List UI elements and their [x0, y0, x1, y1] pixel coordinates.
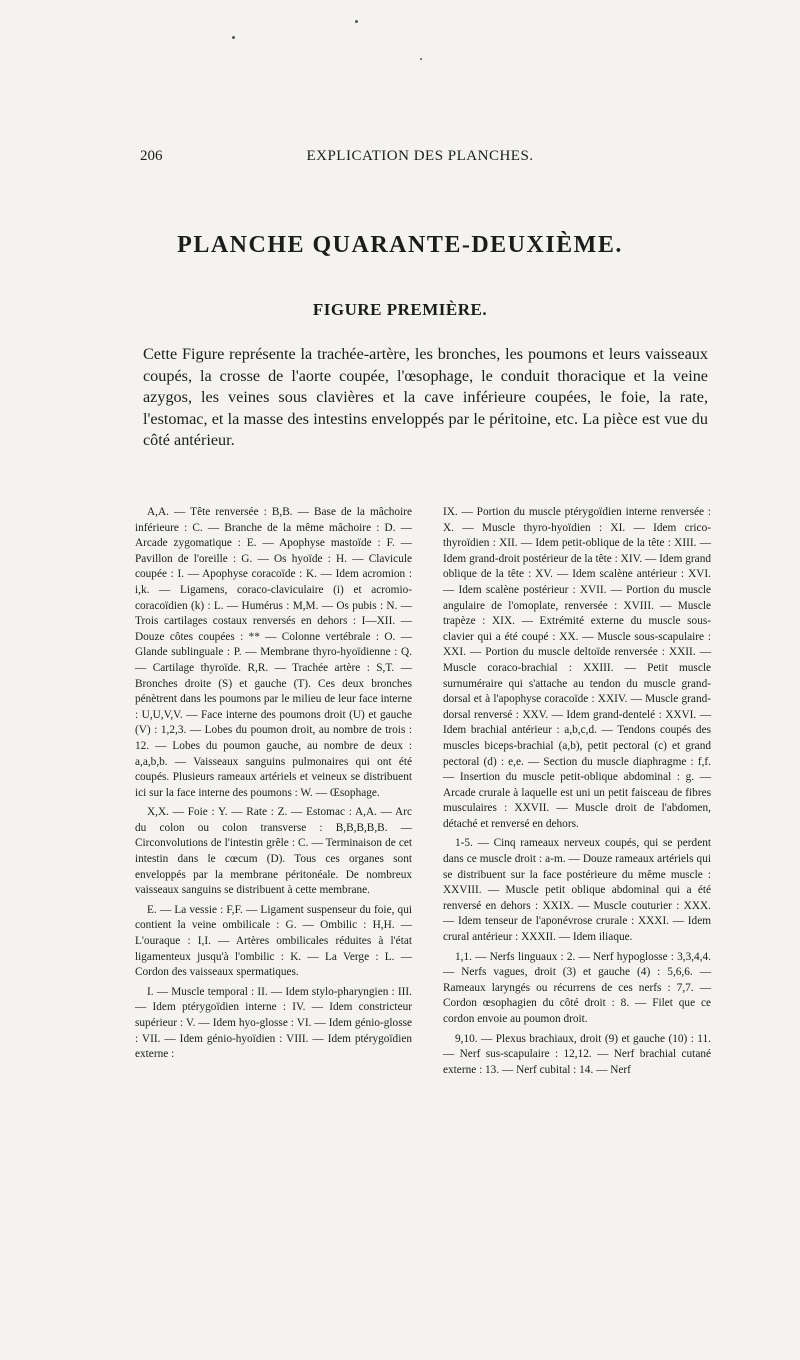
running-title: EXPLICATION DES PLANCHES. — [306, 148, 534, 164]
page-number: 206 — [140, 148, 163, 164]
intro-paragraph: Cette Figure représente la trachée-artère, les bronches, les poumons et leurs vaisseaux coupés, la crosse de l'aorte coupée, l'œsophage, le conduit thoracique et la veine azygos, les veines sous clavières et la cave inférieure coupées, le foie, la rate, l'estomac, et la masse des intestins enveloppés par le péritoine, etc. La pièce est vue du côté antérieur. — [143, 345, 708, 449]
right-paragraph-2: 1-5. — Cinq rameaux nerveux coupés, qui se perdent dans ce muscle droit : a-m. — Douze rameaux artériels qui se distribuent sur la face postérieure du même muscle : XXVIII. — Muscle petit oblique abdominal qui a été renversé en dehors : XXIX. — Muscle couturier : XXX. — Idem tenseur de l'aponévrose crurale : XXXI. — Idem crural antérieur : XXXII. — Idem iliaque. — [443, 837, 711, 944]
left-column — [135, 505, 412, 1067]
figure-title: FIGURE PREMIÈRE. — [312, 300, 488, 319]
paper-speck — [420, 58, 422, 60]
right-column — [443, 505, 711, 1082]
paper-speck — [232, 36, 235, 39]
right-paragraph-3: 1,1. — Nerfs linguaux : 2. — Nerf hypoglosse : 3,3,4,4. — Nerfs vagues, droit (3) et gauche (4) : 5,6,6. — Rameaux laryngés ou récurrens de ces nerfs : 7,7. — Cordon œsophagien du côté droit : 8. — Filet que ce cordon envoie au poumon droit. — [443, 950, 711, 1025]
running-head — [140, 148, 700, 170]
left-paragraph-2: X,X. — Foie : Y. — Rate : Z. — Estomac : A,A. — Arc du colon ou colon transverse : B,B,B,B,B. — Circonvolutions de l'intestin grêle : C. — Terminaison de cet intestin dans le cœcum (D). Tous ces organes sont enveloppés par la membrane péritonéale. De nombreux vaisseaux sanguins se distribuent à cette membrane. — [135, 806, 412, 897]
left-paragraph-3: E. — La vessie : F,F. — Ligament suspenseur du foie, qui contient la veine ombilicale : G. — Ombilic : H,H. — L'ouraque : I,I. — Artères ombilicales réduites à l'état ligamenteux jusqu'à l'ombilic : K. — La Verge : L. — Cordon des vaisseaux spermatiques. — [135, 903, 412, 979]
left-paragraph-4: I. — Muscle temporal : II. — Idem stylo-pharyngien : III. — Idem ptérygoïdien interne : IV. — Idem constricteur supérieur : V. — Idem hyo-glosse : VI. — Idem génio-glosse : VII. — Idem génio-hyoïdien : VIII. — Idem ptérygoïdien externe : — [135, 985, 412, 1061]
paper-speck — [355, 20, 358, 23]
right-paragraph-4: 9,10. — Plexus brachiaux, droit (9) et gauche (10) : 11. — Nerf sus-scapulaire : 12,12. — Nerf brachial cutané externe : 13. — Nerf cubital : 14. — Nerf — [443, 1032, 711, 1076]
right-paragraph-1: IX. — Portion du muscle ptérygoïdien interne renversée : X. — Muscle thyro-hyoïdien : XI. — Idem crico-thyroïdien : XII. — Idem petit-oblique de la tête : XIII. — Idem grand-droit postérieur de la tête : XIV. — Idem grand oblique de la tête : XV. — Idem scalène antérieur : XVI. — Idem scalène postérieur : XVII. — Portion du muscle angulaire de l'omoplate, renversée : XVIII. — Muscle trapèze : XIX. — Extrémité externe du muscle sous-clavier qui a été coupé : XX. — Muscle sous-scapulaire : XXI. — Portion du muscle deltoïde renversée : XXII. — Muscle coraco-brachial : XXIII. — Petit muscle surnuméraire qui s'attache au tendon du muscle grand-dorsal et à l'apophyse coracoïde : XXIV. — Muscle grand-dorsal renversé : XXV. — Idem grand-dentelé : XXVI. — Idem brachial antérieur : a,b,c,d. — Tendons coupés des muscles biceps-brachial (a,b), petit pectoral (c) et grand pectoral (d) : e,e. — Section du muscle diaphragme : f,f. — Insertion du muscle petit-oblique abdominal : g. — Arcade crurale à laquelle est uni un petit faisceau de fibres musculaires : XXVII. — Muscle droit de l'abdomen, détaché et renversé en dehors. — [443, 506, 711, 830]
plate-title: PLANCHE QUARANTE-DEUXIÈME. — [177, 232, 623, 258]
left-paragraph-1: A,A. — Tête renversée : B,B. — Base de la mâchoire inférieure : C. — Branche de la même mâchoire : D. — Arcade zygomatique : E. — Apophyse mastoïde : F. — Pavillon de l'oreille : G. — Os hyoïde : H. — Clavicule coupée : I. — Apophyse coracoïde : K. — Idem acromion : i,k. — Ligamens, coraco-claviculaire (i) et acromio-coracoïdien (k) : L. — Humérus : M,M. — Os pubis : N. — Trois cartilages costaux renversés en dehors : I—XII. — Douze côtes coupées : ** — Colonne vertébrale : O. — Glande sublinguale : P. — Membrane thyro-hyoïdienne : Q. — Cartilage thyroïde. R,R. — Trachée artère : S,T. — Bronches droite (S) et gauche (T). Ces deux bronches pénètrent dans les poumons par le milieu de leur face interne : U,U,V,V. — Face interne des poumons droit (U) et gauche (V) : 1,2,3. — Lobes du poumon droit, au nombre de trois : 12. — Lobes du poumon gauche, au nombre de deux : a,a,b,b. — Vaisseaux sanguins pulmonaires qui ont été coupés. Plusieurs rameaux artériels et veineux se distribuent ici sur la face interne des poumons : W. — Œsophage. — [135, 506, 412, 799]
